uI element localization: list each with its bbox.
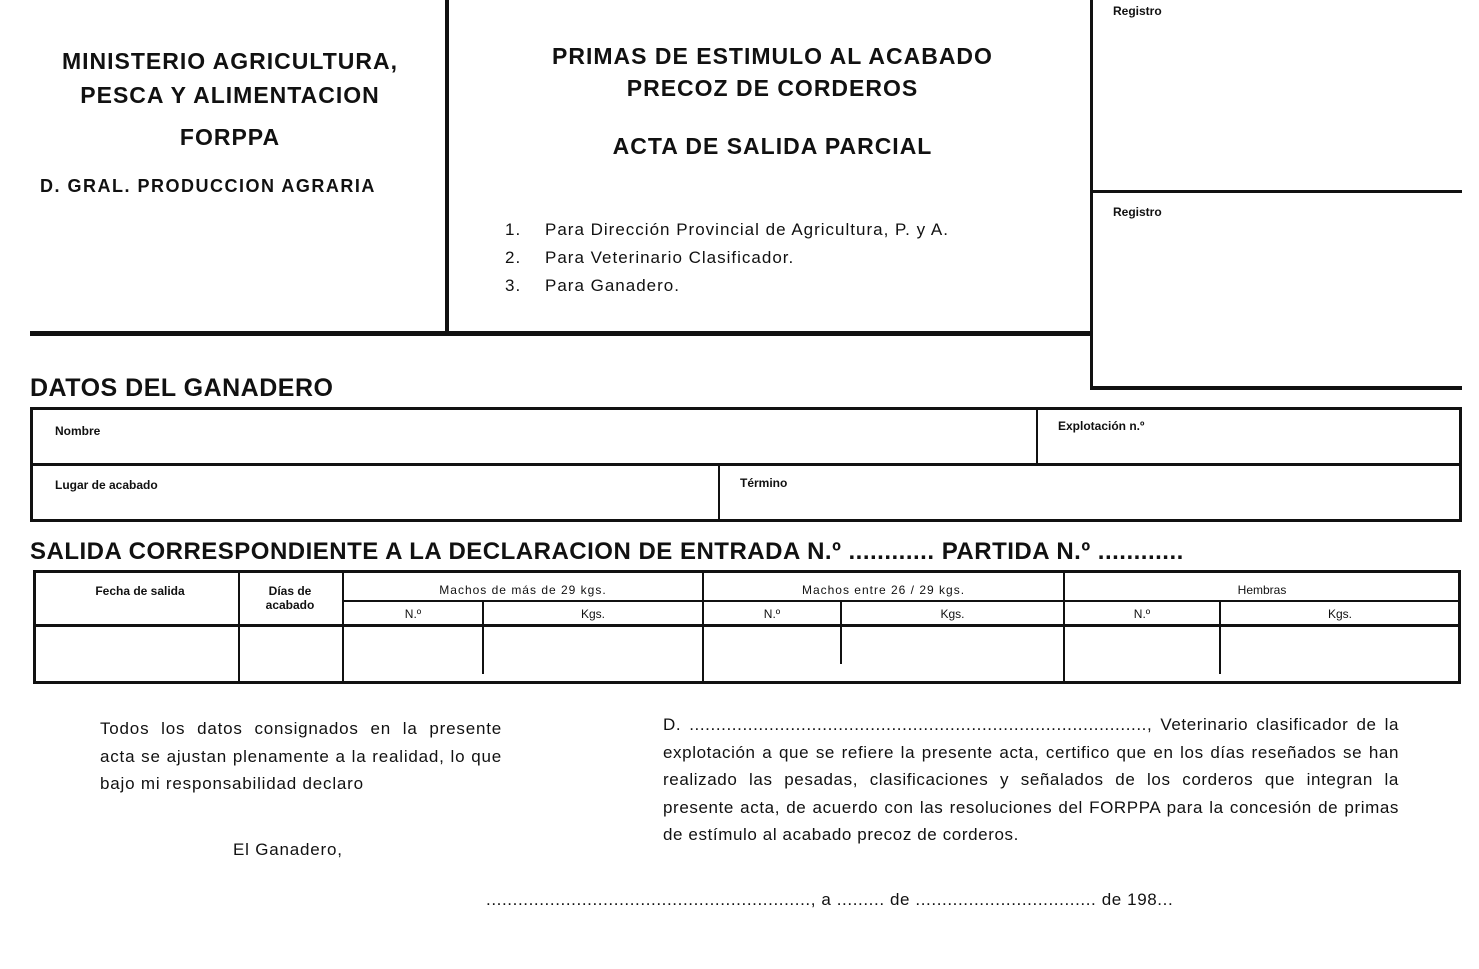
header-divider-left — [445, 0, 449, 332]
ganadero-declaration: Todos los datos consignados en la presente acta se ajustan plenamente a la realidad, lo que bajo mi responsabilidad declaro — [100, 719, 502, 793]
salida-section-title: SALIDA CORRESPONDIENTE A LA DECLARACION DE ENTRADA N.º ............ PARTIDA N.º ............ — [30, 538, 1184, 565]
title-line2: PRECOZ DE CORDEROS — [626, 75, 919, 101]
machos-entre-n-cell[interactable] — [705, 628, 839, 680]
machos-entre-kgs-cell[interactable] — [843, 628, 1062, 680]
nombre-divider — [1036, 410, 1038, 463]
copy-item: 3. Para Ganadero. — [505, 276, 680, 295]
nombre-field[interactable] — [35, 412, 1033, 460]
group-hembras-header: Hembras — [1237, 583, 1287, 597]
ganadero-section-title: DATOS DEL GANADERO — [30, 374, 334, 402]
explotacion-field[interactable] — [1041, 412, 1457, 460]
title-line1: PRIMAS DE ESTIMULO AL ACABADO — [552, 43, 993, 69]
group-machos-mas-header: Machos de más de 29 kgs. — [439, 583, 607, 597]
explotacion-label: Explotación n.º — [1058, 419, 1145, 433]
registro-label-2: Registro — [1113, 205, 1162, 219]
fecha-cell[interactable] — [37, 628, 237, 680]
copy-item: 2. Para Veterinario Clasificador. — [505, 248, 795, 267]
directorate: D. GRAL. PRODUCCION AGRARIA — [40, 176, 376, 196]
lugar-divider — [718, 466, 720, 519]
sub-kgs-header: Kgs. — [580, 607, 605, 621]
sub-n-header: N.º — [404, 607, 422, 621]
copy-item: 1. Para Dirección Provincial de Agricultura, P. y A. — [505, 220, 949, 239]
registro-bottom — [1092, 386, 1462, 390]
sub-n-header: N.º — [763, 607, 781, 621]
machos-mas-n-cell[interactable] — [345, 628, 481, 680]
termino-field[interactable] — [722, 468, 1457, 518]
salida-group-divider — [343, 600, 1459, 602]
lugar-field[interactable] — [35, 468, 715, 518]
sub-kgs-header: Kgs. — [1327, 607, 1352, 621]
hembras-n-cell[interactable] — [1066, 628, 1218, 680]
header-rule — [30, 331, 1092, 336]
ganadero-signature: El Ganadero, — [233, 840, 343, 859]
lugar-label: Lugar de acabado — [55, 478, 158, 492]
group-machos-entre-header: Machos entre 26 / 29 kgs. — [801, 583, 966, 597]
ministry-line1: MINISTERIO AGRICULTURA, — [61, 48, 399, 74]
agency-name: FORPPA — [179, 124, 281, 150]
col-fecha-header: Fecha de salida — [95, 584, 185, 598]
termino-label: Término — [740, 476, 788, 490]
ganadero-row-divider — [30, 463, 1462, 466]
salida-header-divider — [36, 624, 1459, 627]
sub-n-header: N.º — [1133, 607, 1151, 621]
hembras-kgs-cell[interactable] — [1222, 628, 1458, 680]
col-dias-header: Días de acabado — [265, 584, 315, 612]
registro-label-1: Registro — [1113, 4, 1162, 18]
machos-mas-kgs-cell[interactable] — [485, 628, 701, 680]
nombre-label: Nombre — [55, 424, 101, 438]
ministry-block — [30, 44, 430, 154]
col-divider — [238, 573, 240, 681]
veterinario-certification: D. ......................................................................................, Veterinario clasificador de la explotación a que se refiere la presente acta, certifico que en los días reseñados se han realizado las pesadas, clasificaciones y señalados de los corderos que integran la presente acta, de acuerdo con las resoluciones del FORPPA para la concesión de primas de estímulo al acabado precoz de corderos. — [663, 715, 1399, 844]
ministry-line2: PESCA Y ALIMENTACION — [80, 82, 380, 108]
copies-list — [505, 216, 949, 300]
dias-cell[interactable] — [241, 628, 341, 680]
form-title — [455, 40, 1090, 162]
date-place-line: ............................................................., a ......... de .................................. de 198... — [486, 890, 1174, 909]
sub-kgs-header: Kgs. — [940, 607, 965, 621]
form-subtitle: ACTA DE SALIDA PARCIAL — [612, 133, 933, 159]
registro-divider — [1092, 190, 1462, 193]
